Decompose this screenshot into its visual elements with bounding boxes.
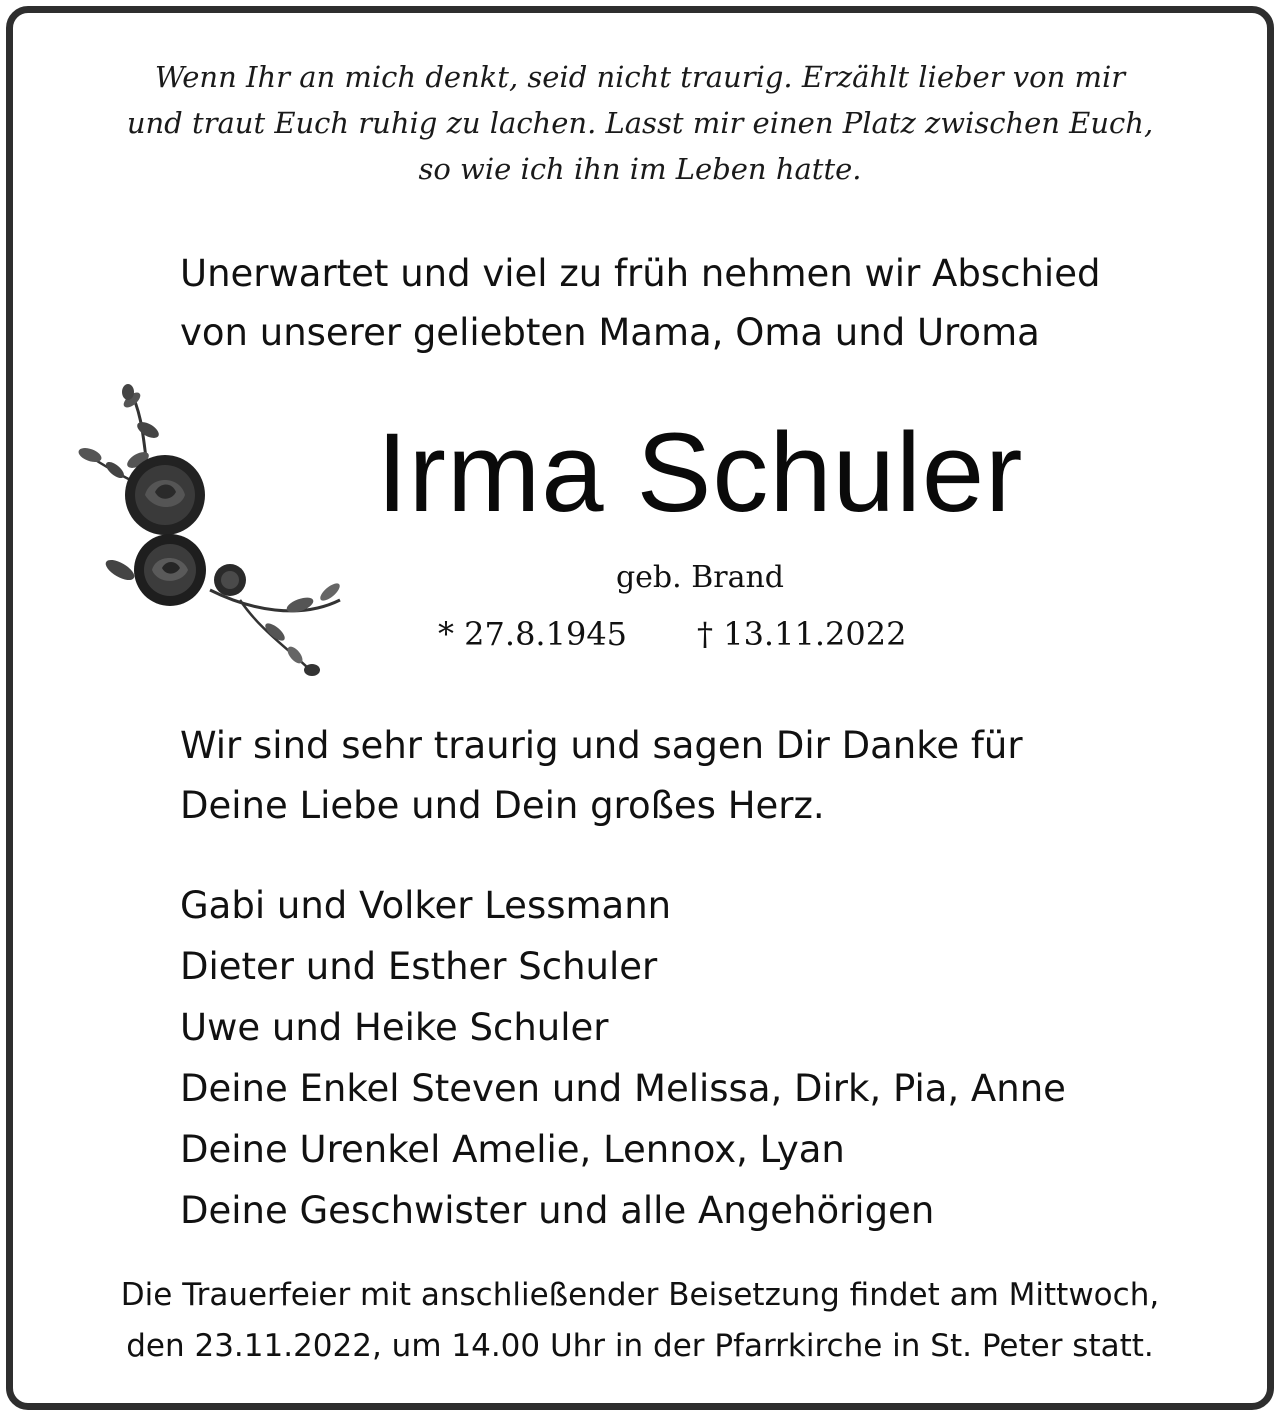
motto-line: Wenn Ihr an mich denkt, seid nicht traurig. Erzählt lieber von mir [154, 60, 1126, 94]
rose-icon [70, 370, 370, 690]
thanks-text [180, 716, 1023, 836]
motto-quote [40, 54, 1240, 192]
intro-text [180, 244, 1100, 362]
mourner-line: Deine Urenkel Amelie, Lennox, Lyan [180, 1128, 845, 1171]
intro-line: Unerwartet und viel zu früh nehmen wir Abschied [180, 252, 1101, 295]
thanks-line: Wir sind sehr traurig und sagen Dir Danke für [180, 724, 1023, 767]
funeral-service-notice [40, 1270, 1240, 1372]
birth-date: * 27.8.1945 [438, 615, 628, 653]
mourner-line: Deine Enkel Steven und Melissa, Dirk, Pia, Anne [180, 1067, 1066, 1110]
mourner-line: Deine Geschwister und alle Angehörigen [180, 1189, 935, 1232]
deceased-name: Irma Schuler [376, 410, 1024, 535]
mourners-list [180, 875, 1066, 1241]
maiden-name: geb. Brand [615, 560, 785, 595]
thanks-line: Deine Liebe und Dein großes Herz. [180, 784, 825, 827]
service-line: den 23.11.2022, um 14.00 Uhr in der Pfarrkirche in St. Peter statt. [126, 1328, 1154, 1364]
motto-line: und traut Euch ruhig zu lachen. Lasst mir einen Platz zwischen Euch, [126, 106, 1154, 140]
service-line: Die Trauerfeier mit anschließender Beisetzung findet am Mittwoch, [120, 1277, 1160, 1313]
mourner-line: Gabi und Volker Lessmann [180, 884, 672, 927]
motto-line: so wie ich ihn im Leben hatte. [418, 152, 862, 186]
intro-line: von unserer geliebten Mama, Oma und Uroma [180, 311, 1040, 354]
mourner-line: Uwe und Heike Schuler [180, 1006, 609, 1049]
life-dates [438, 612, 906, 656]
death-date: † 13.11.2022 [697, 615, 907, 653]
mourner-line: Dieter und Esther Schuler [180, 945, 658, 988]
